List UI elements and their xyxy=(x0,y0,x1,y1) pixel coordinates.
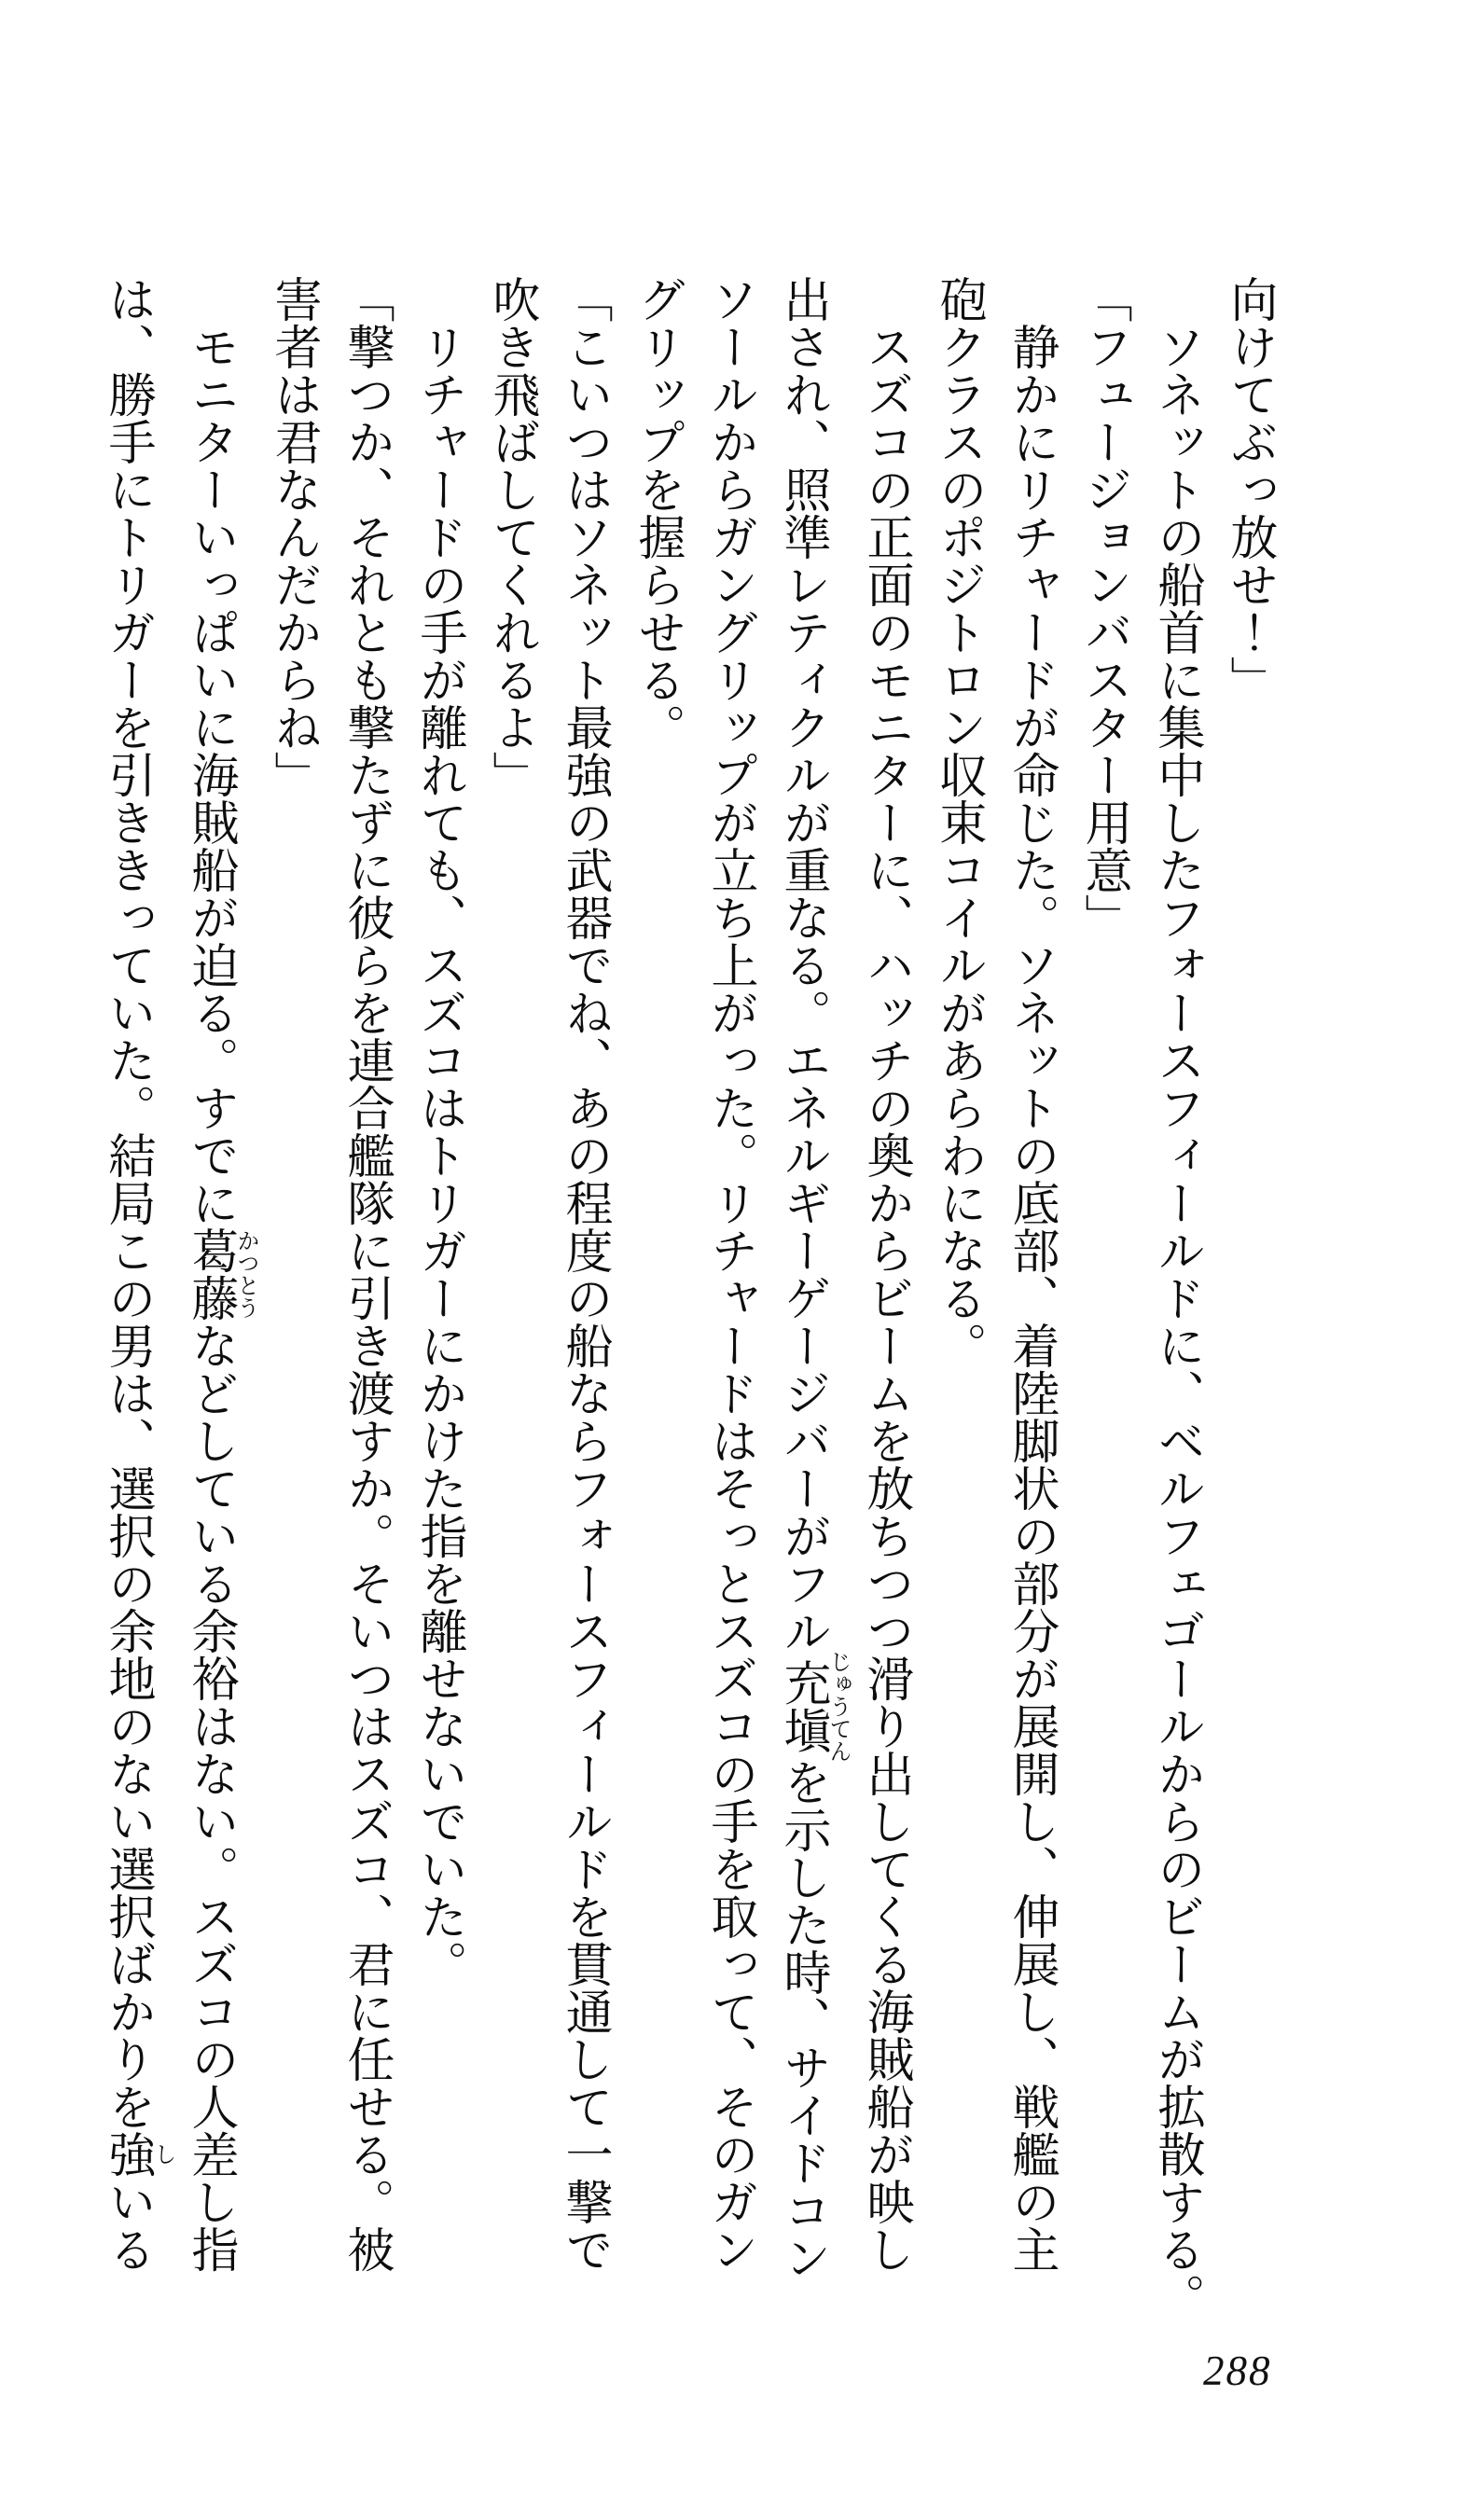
text-block xyxy=(90,275,1285,2327)
ruby-annotation: 葛藤かつとう xyxy=(184,1226,257,1322)
text-column: 「フュージョンバスター用意」 xyxy=(1077,275,1129,941)
text-column: モニターいっぱいに海賊船が迫る。すでに葛藤かつとうなどしている余裕はない。スズコの人差し指 xyxy=(184,323,257,2273)
text-column: 吹き飛ばしてくれるよ」 xyxy=(485,275,537,798)
furigana: じゅうてん xyxy=(825,1650,850,1763)
ruby-annotation: 強し xyxy=(101,2130,174,2178)
text-column: 害者は君なんだからね」 xyxy=(267,275,319,798)
text-column: ソールからガングリップが立ち上がった。リチャードはそっとスズコの手を取って、そのガン xyxy=(703,275,755,2273)
text-column: リチャードの手が離れても、スズコはトリガーにかけた指を離せないでいた。 xyxy=(412,323,464,1987)
text-column: 向けてぶっ放せ！」 xyxy=(1223,275,1275,703)
text-column: 砲クラスのポジトロン収束コイルがあらわになる。 xyxy=(932,275,984,1369)
text-column: スズコの正面のモニターに、ハッチの奥からビームを放ちつつ滑り出してくる海賊船が映し xyxy=(859,323,911,2273)
page-number: 288 xyxy=(1203,2347,1272,2394)
furigana: し xyxy=(150,2130,174,2178)
text-column: 静かにリチャードが命じた。ソネットの底部、着陸脚状の部分が展開し、伸展し、戦艦の主 xyxy=(1004,323,1057,2273)
text-column: ソネットの船首に集中したフォースフィールドに、ベルフェゴールからのビームが拡散する。 xyxy=(1150,323,1202,2320)
text-column: は、勝手にトリガーを引ききっていた。結局この男は、選択の余地のない選択ばかりを強しいる xyxy=(101,275,174,2273)
text-column: グリップを握らせる。 xyxy=(630,275,683,751)
text-column: 出され、照準レティクルが重なる。エネルギーゲージバーがフル充塡じゅうてんを示した時、サイドコン xyxy=(776,275,850,2281)
ruby-annotation: 充塡じゅうてん xyxy=(776,1650,850,1763)
furigana: かつとう xyxy=(233,1226,257,1322)
text-column: 「撃つか、それとも撃たずに彼らを連合艦隊に引き渡すか。そいつはスズコ、君に任せる。被 xyxy=(339,275,392,2273)
text-column: 「こいつはソネット最強の武器でね、あの程度の船ならフォースフィールドを貫通して一撃で xyxy=(558,275,610,2273)
